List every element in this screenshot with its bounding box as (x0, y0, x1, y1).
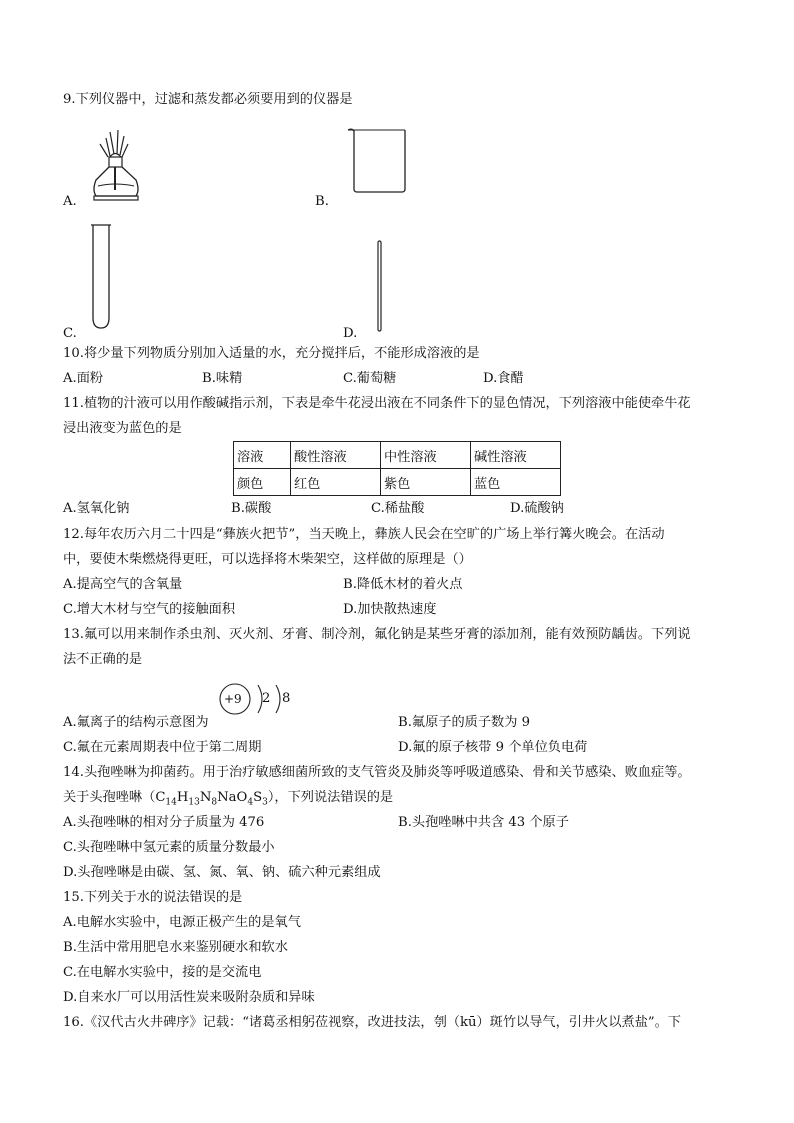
q15-option-c: C.在电解水实验中，接的是交流电 (63, 965, 262, 980)
q13-option-c: C.氟在元素周期表中位于第二周期 (63, 740, 262, 755)
q14-option-d: D.头孢唑啉是由碳、氢、氮、氧、钠、硫六种元素组成 (63, 865, 381, 880)
q12-option-b: B.降低木材的着火点 (343, 577, 463, 592)
formula-subscript: 3 (262, 797, 268, 808)
formula-subscript: 13 (188, 797, 200, 808)
q12-stem-line2: 中，要使木柴燃烧得更旺，可以选择将木柴架空，这样做的原理是（） (63, 552, 472, 567)
table-cell: 紫色 (381, 469, 471, 496)
beaker-icon (346, 127, 410, 195)
q14-stem-prefix: 关于头孢唑啉（ (63, 790, 156, 805)
q14-stem-line1: 14.头孢唑啉为抑菌药。用于治疗敏感细菌所致的支气管炎及肺炎等呼吸道感染、骨和关节感染、败血症等。 (63, 765, 691, 780)
q10-option-d: D.食醋 (483, 371, 524, 386)
fluoride-ion-structure-diagram (218, 680, 318, 720)
q12-option-d: D.加快散热速度 (343, 602, 437, 617)
q14-option-c: C.头孢唑啉中氢元素的质量分数最小 (63, 840, 275, 855)
formula-element: S (253, 790, 263, 805)
q13-option-a: A.氟离子的结构示意图为 (63, 715, 209, 730)
alcohol-lamp-icon (88, 130, 144, 206)
formula-element: N (199, 790, 212, 805)
q11-option-c: C.稀盐酸 (371, 501, 425, 516)
q9-option-c-label: C. (63, 326, 77, 341)
formula-element: H (176, 790, 189, 805)
q10-option-c: C.葡萄糖 (343, 371, 397, 386)
q12-option-c: C.增大木材与空气的接触面积 (63, 602, 236, 617)
q15-option-b: B.生活中常用肥皂水来鉴别硬水和软水 (63, 940, 288, 955)
cefazolin-formula (155, 790, 268, 808)
q10-option-a: A.面粉 (63, 371, 104, 386)
q14-option-a: A.头孢唑啉的相对分子质量为 476 (63, 815, 265, 830)
test-tube-icon (90, 222, 112, 330)
glass-rod-icon (376, 240, 384, 332)
q14-option-b: B.头孢唑啉中共含 43 个原子 (398, 815, 569, 830)
q13-option-b: B.氟原子的质子数为 9 (398, 715, 530, 730)
shell1-electrons: 2 (262, 691, 271, 706)
table-cell: 蓝色 (471, 469, 561, 496)
q15-stem: 15.下列关于水的说法错误的是 (63, 890, 243, 905)
q9-stem: 9.下列仪器中，过滤和蒸发都必须要用到的仪器是 (63, 92, 353, 107)
q14-stem-suffix: ），下列说法错误的是 (267, 790, 394, 805)
formula-element: C (155, 790, 166, 805)
q15-option-a: A.电解水实验中，电源正极产生的是氧气 (63, 915, 301, 930)
shell2-electrons: 8 (282, 691, 291, 706)
q11-option-a: A.氢氧化钠 (63, 501, 130, 516)
q10-stem: 10.将少量下列物质分别加入适量的水，充分搅拌后，不能形成溶液的是 (63, 346, 480, 361)
table-cell: 酸性溶液 (291, 442, 381, 469)
formula-element: NaO (217, 790, 248, 805)
q11-stem-line2: 浸出液变为蓝色的是 (63, 421, 182, 436)
q10-option-b: B.味精 (202, 371, 243, 386)
table-cell: 碱性溶液 (471, 442, 561, 469)
q9-option-d-label: D. (343, 326, 358, 341)
table-cell: 中性溶液 (381, 442, 471, 469)
table-header-row (234, 442, 561, 469)
table-cell: 红色 (291, 469, 381, 496)
nucleus-charge: +9 (224, 692, 242, 706)
q11-option-d: D.硫酸钠 (510, 501, 564, 516)
table-cell: 溶液 (234, 442, 291, 469)
indicator-color-table (233, 441, 561, 496)
q11-option-b: B.碳酸 (231, 501, 272, 516)
formula-subscript: 4 (247, 797, 254, 808)
q11-stem-line1: 11.植物的汁液可以用作酸碱指示剂，下表是牵牛花浸出液在不同条件下的显色情况，下列溶液中能使牵牛花 (63, 396, 691, 411)
q9-option-b-label: B. (315, 194, 329, 209)
q13-stem-line1: 13.氟可以用来制作杀虫剂、灭火剂、牙膏、制冷剂，氟化钠是某些牙膏的添加剂，能有效预防龋齿。下列说 (63, 627, 691, 642)
q13-stem-line2: 法不正确的是 (63, 652, 143, 667)
q12-option-a: A.提高空气的含氧量 (63, 577, 183, 592)
formula-subscript: 14 (165, 797, 177, 808)
q13-option-d: D.氟的原子核带 9 个单位负电荷 (398, 740, 588, 755)
q12-stem-line1: 12.每年农历六月二十四是“彝族火把节”，当天晚上，彝族人民会在空旷的广场上举行篝火晚会。在活动 (63, 527, 665, 542)
table-row (234, 469, 561, 496)
formula-subscript: 8 (211, 797, 218, 808)
q14-stem-line2 (63, 789, 393, 812)
q15-option-d: D.自来水厂可以用活性炭来吸附杂质和异味 (63, 990, 315, 1005)
q9-option-a-label: A. (63, 194, 77, 209)
table-cell: 颜色 (234, 469, 291, 496)
q16-stem: 16.《汉代古火井碑序》记载：“诸葛丞相躬莅视察，改进技法，刳（kū）斑竹以导气，引井火以煮盐”。下 (63, 1015, 681, 1030)
